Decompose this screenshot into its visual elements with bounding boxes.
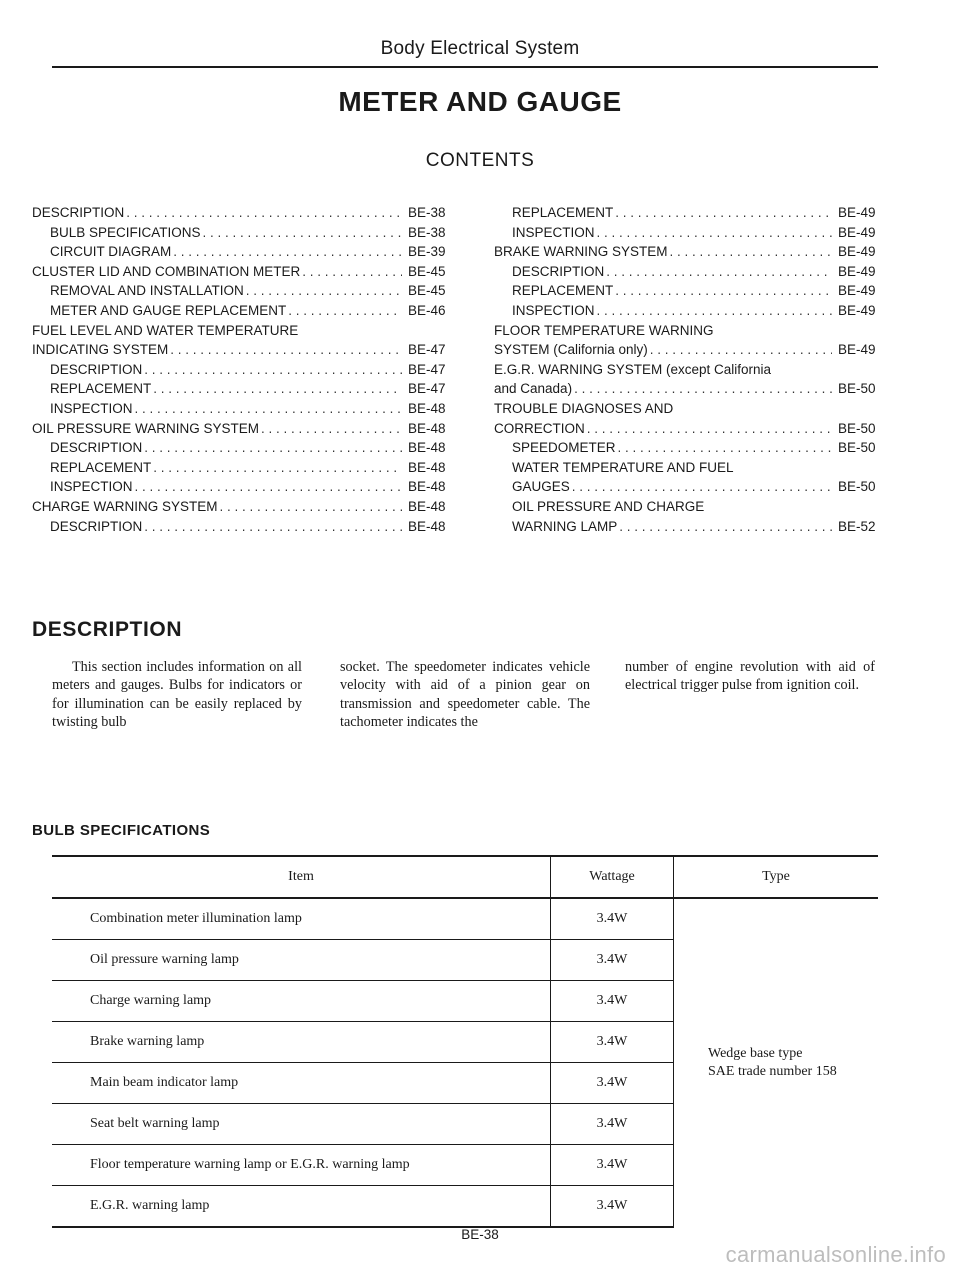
cell-wattage: 3.4W [551, 1104, 674, 1145]
toc-entry-title: OIL PRESSURE AND CHARGE [512, 498, 705, 514]
toc-entry-page: BE-49 [838, 205, 876, 220]
toc-entry [494, 301, 884, 321]
toc-entry-page: BE-48 [408, 518, 446, 534]
toc-entry-page: BE-47 [408, 361, 446, 377]
description-column-1: This section includes information on all meters and gauges. Bulbs for indicators or for illumination can be easily replaced by twisting bulb [52, 659, 302, 731]
cell-wattage: 3.4W [551, 1186, 674, 1228]
toc-entry [32, 360, 454, 380]
toc-leader-dots [613, 203, 832, 223]
toc-entry-title: OIL PRESSURE WARNING SYSTEM [32, 420, 260, 436]
toc-entry-title: INSPECTION [50, 400, 133, 416]
cell-wattage: 3.4W [551, 981, 674, 1022]
column-header-type: Type [674, 856, 879, 898]
toc-entry-page: BE-47 [408, 342, 446, 358]
toc-entry-page: BE-38 [408, 224, 446, 240]
toc-leader-dots [572, 379, 832, 399]
toc-entry-page: BE-48 [408, 420, 446, 436]
contents-heading: CONTENTS [425, 150, 535, 171]
toc-entry-title: GAUGES [512, 479, 570, 495]
toc-entry-title: E.G.R. WARNING SYSTEM (except California [494, 361, 772, 377]
toc-entry-title: BULB SPECIFICATIONS [50, 224, 201, 240]
toc-leader-dots [286, 301, 402, 321]
toc-leader-dots [201, 223, 402, 243]
toc-leader-dots [668, 242, 832, 262]
toc-leader-dots [648, 340, 832, 360]
toc-entry [494, 262, 884, 282]
toc-entry-page: BE-46 [408, 302, 446, 318]
toc-entry [494, 321, 884, 341]
toc-leader-dots [604, 262, 832, 282]
toc-entry-title: FUEL LEVEL AND WATER TEMPERATURE [32, 322, 299, 338]
toc-entry-page: BE-39 [408, 244, 446, 260]
toc-entry-title: WATER TEMPERATURE AND FUEL [512, 459, 734, 475]
toc-entry-page: BE-52 [838, 518, 876, 534]
cell-wattage: 3.4W [551, 1145, 674, 1186]
toc-entry-page: BE-49 [838, 342, 876, 358]
cell-item: Brake warning lamp [52, 1022, 551, 1063]
toc-leader-dots [259, 419, 402, 439]
toc-entry-title: DESCRIPTION [50, 361, 143, 377]
toc-leader-dots [585, 419, 832, 439]
toc-entry [32, 497, 454, 517]
toc-entry [494, 203, 884, 223]
toc-entry-page: BE-50 [838, 381, 876, 397]
column-header-wattage: Wattage [551, 856, 674, 898]
table-row [52, 898, 878, 940]
toc-entry-page: BE-47 [408, 381, 446, 397]
table-header-row [52, 856, 878, 898]
toc-entry [494, 223, 884, 243]
cell-wattage: 3.4W [551, 940, 674, 981]
column-header-item: Item [52, 856, 551, 898]
cell-wattage: 3.4W [551, 1063, 674, 1104]
toc-entry-title: INDICATING SYSTEM [32, 342, 169, 358]
toc-entry-title: CORRECTION [494, 420, 585, 436]
toc-left-column [32, 203, 454, 536]
toc-leader-dots [133, 399, 402, 419]
toc-entry-page: BE-48 [408, 479, 446, 495]
toc-entry [32, 301, 454, 321]
toc-entry-title: DESCRIPTION [512, 263, 605, 279]
toc-entry [494, 340, 884, 360]
toc-entry-title: FLOOR TEMPERATURE WARNING [494, 322, 714, 338]
toc-entry [32, 438, 454, 458]
toc-entry-title: REPLACEMENT [50, 459, 152, 475]
toc-entry-page: BE-45 [408, 263, 446, 279]
toc-entry-page: BE-48 [408, 498, 446, 514]
toc-entry-title: DESCRIPTION [50, 518, 143, 534]
toc-entry [494, 242, 884, 262]
cell-wattage: 3.4W [551, 1022, 674, 1063]
toc-entry [32, 458, 454, 478]
toc-entry [494, 517, 884, 537]
toc-entry-title: REMOVAL AND INSTALLATION [50, 283, 244, 299]
header-rule [52, 66, 878, 68]
toc-entry [494, 458, 884, 478]
toc-entry-title: and Canada) [494, 381, 573, 397]
toc-entry-title: SYSTEM (California only) [494, 342, 648, 358]
toc-entry-page: BE-50 [838, 479, 876, 495]
page-title: METER AND GAUGE [338, 86, 622, 117]
toc-entry-page: BE-38 [408, 205, 446, 220]
cell-item: Seat belt warning lamp [52, 1104, 551, 1145]
toc-leader-dots [613, 281, 832, 301]
toc-leader-dots [171, 242, 402, 262]
toc-entry-title: CHARGE WARNING SYSTEM [32, 498, 218, 514]
cell-item: Main beam indicator lamp [52, 1063, 551, 1104]
toc-entry-title: DESCRIPTION [32, 205, 125, 220]
toc-leader-dots [168, 340, 402, 360]
cell-item: Oil pressure warning lamp [52, 940, 551, 981]
toc-leader-dots [595, 301, 832, 321]
toc-entry [32, 242, 454, 262]
toc-entry-page: BE-49 [838, 244, 876, 260]
cell-item: Charge warning lamp [52, 981, 551, 1022]
toc-entry-page: BE-49 [838, 224, 876, 240]
toc-entry-title: METER AND GAUGE REPLACEMENT [50, 302, 287, 318]
toc-entry-title: REPLACEMENT [512, 205, 614, 220]
toc-entry [32, 262, 454, 282]
toc-entry-page: BE-48 [408, 400, 446, 416]
toc-leader-dots [142, 517, 402, 537]
toc-entry-title: CIRCUIT DIAGRAM [50, 244, 172, 260]
toc-leader-dots [151, 458, 402, 478]
toc-entry-title: CLUSTER LID AND COMBINATION METER [32, 263, 301, 279]
toc-leader-dots [244, 281, 402, 301]
toc-entry-page: BE-49 [838, 302, 876, 318]
toc-entry [32, 399, 454, 419]
toc-entry [32, 379, 454, 399]
cell-item: Combination meter illumination lamp [52, 898, 551, 940]
description-column-3: number of engine revolution with aid of electrical trigger pulse from ignition coil. [625, 659, 875, 694]
toc-entry-page: BE-45 [408, 283, 446, 299]
type-line-1: Wedge base type [708, 1046, 803, 1061]
toc-leader-dots [300, 262, 402, 282]
toc-right-column [494, 203, 884, 536]
toc-entry-page: BE-48 [408, 459, 446, 475]
toc-entry [494, 419, 884, 439]
toc-entry [32, 203, 454, 223]
toc-leader-dots [616, 438, 832, 458]
toc-entry [32, 281, 454, 301]
toc-entry [494, 477, 884, 497]
description-column-2: socket. The speedometer indicates vehicle velocity with aid of a pinion gear on transmission and speedometer cable. The tachometer indicates the [340, 659, 590, 731]
toc-entry-title: INSPECTION [512, 302, 595, 318]
cell-wattage: 3.4W [551, 898, 674, 940]
toc-entry-title: INSPECTION [512, 224, 595, 240]
toc-entry-page: BE-50 [838, 440, 876, 456]
cell-item: E.G.R. warning lamp [52, 1186, 551, 1228]
toc-entry-title: REPLACEMENT [50, 381, 152, 397]
bulb-specifications-table [52, 855, 878, 1228]
toc-entry [494, 360, 884, 380]
description-heading: DESCRIPTION [32, 618, 183, 641]
toc-entry-page: BE-50 [838, 420, 876, 436]
toc-leader-dots [151, 379, 402, 399]
cell-item: Floor temperature warning lamp or E.G.R. warning lamp [52, 1145, 551, 1186]
toc-leader-dots [133, 477, 402, 497]
type-line-2: SAE trade number 158 [708, 1064, 837, 1079]
bulb-specifications-heading: BULB SPECIFICATIONS [32, 822, 211, 839]
toc-entry-page: BE-49 [838, 263, 876, 279]
toc-entry [494, 281, 884, 301]
toc-entry-title: DESCRIPTION [50, 440, 143, 456]
toc-entry [32, 517, 454, 537]
toc-leader-dots [570, 477, 832, 497]
page-number: BE-38 [461, 1227, 499, 1242]
toc-entry [494, 379, 884, 399]
toc-entry [32, 223, 454, 243]
toc-entry [494, 399, 884, 419]
toc-entry [32, 340, 454, 360]
toc-entry-title: WARNING LAMP [512, 518, 618, 534]
toc-leader-dots [595, 223, 832, 243]
toc-entry-title: TROUBLE DIAGNOSES AND [494, 400, 674, 416]
toc-leader-dots [124, 203, 402, 223]
toc-entry-title: REPLACEMENT [512, 283, 614, 299]
toc-leader-dots [142, 438, 402, 458]
toc-entry [494, 438, 884, 458]
toc-entry-title: INSPECTION [50, 479, 133, 495]
toc-leader-dots [142, 360, 402, 380]
toc-entry-title: BRAKE WARNING SYSTEM [494, 244, 668, 260]
running-header: Body Electrical System [380, 38, 580, 59]
toc-entry [32, 419, 454, 439]
toc-entry [32, 477, 454, 497]
toc-entry [32, 321, 454, 341]
toc-leader-dots [218, 497, 402, 517]
toc-entry-page: BE-49 [838, 283, 876, 299]
toc-entry-title: SPEEDOMETER [512, 440, 616, 456]
toc-leader-dots [617, 517, 832, 537]
cell-type [674, 898, 879, 1227]
toc-entry [494, 497, 884, 517]
watermark: carmanualsonline.info [725, 1242, 946, 1267]
toc-entry-page: BE-48 [408, 440, 446, 456]
